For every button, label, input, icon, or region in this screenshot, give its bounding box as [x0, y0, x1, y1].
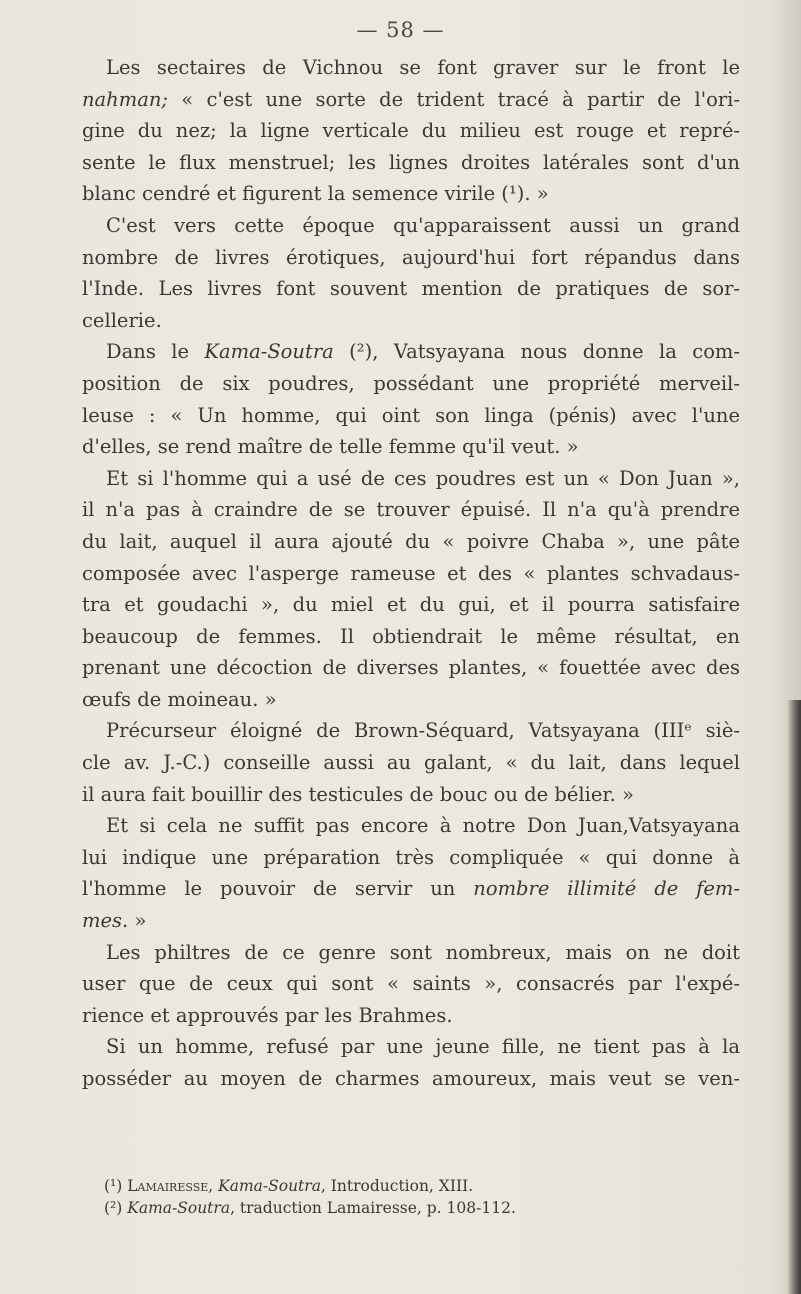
footnote [104, 1197, 740, 1219]
text-run: leuse : « Un homme, qui oint son linga (pénis) avec l'une [82, 403, 740, 427]
italic-text: Kama-Soutra [204, 340, 334, 364]
text-run: Les philtres de ce genre sont nombreux, mais on ne doit [106, 940, 740, 964]
text-line [82, 431, 740, 463]
text-line [82, 905, 740, 937]
text-line [82, 747, 740, 779]
text-line [82, 558, 740, 590]
text-run: , traduction Lamairesse, p. 108-112. [230, 1199, 516, 1217]
text-line [82, 400, 740, 432]
text-run: cellerie. [82, 308, 162, 332]
text-line [82, 147, 740, 179]
text-run: l'Inde. Les livres font souvent mention de pratiques de sor- [82, 277, 740, 301]
text-line [82, 968, 740, 1000]
text-run: lui indique une préparation très compliquée « qui donne à [82, 845, 740, 869]
italic-text: nombre illimité de fem- [473, 877, 740, 901]
text-line [82, 715, 740, 747]
text-line [82, 526, 740, 558]
text-line [82, 494, 740, 526]
text-run: C'est vers cette époque qu'apparaissent aussi un grand [106, 213, 740, 237]
text-run: prenant une décoction de diverses plantes, « fouettée avec des [82, 656, 740, 680]
text-run: « c'est une sorte de trident tracé à partir de l'ori- [168, 87, 740, 111]
italic-text: nahman; [82, 87, 168, 111]
text-run: gine du nez; la ligne verticale du milieu est rouge et repré- [82, 119, 740, 143]
text-run: l'homme le pouvoir de servir un [82, 877, 474, 901]
text-run: Si un homme, refusé par une jeune fille, ne tient pas à la [106, 1035, 740, 1059]
text-run: beaucoup de femmes. Il obtiendrait le même résultat, en [82, 624, 740, 648]
text-run: œufs de moineau. » [82, 687, 277, 711]
text-run: cle av. J.-C.) conseille aussi au galant, « du lait, dans lequel [82, 751, 740, 775]
text-run: posséder au moyen de charmes amoureux, mais veut se ven- [82, 1067, 740, 1090]
text-run: Les sectaires de Vichnou se font graver sur le front le [106, 56, 740, 79]
text-run: nombre de livres érotiques, aujourd'hui fort répandus dans [82, 245, 740, 269]
italic-text: Kama-Soutra [127, 1199, 231, 1217]
text-run: blanc cendré et figurent la semence virile (¹). » [82, 182, 549, 206]
text-run: d'elles, se rend maître de telle femme qu'il veut. » [82, 435, 579, 459]
text-line [82, 589, 740, 621]
text-run: Et si l'homme qui a usé de ces poudres est un « Don Juan », [106, 466, 740, 490]
text-line [82, 779, 740, 811]
text-line [82, 52, 740, 84]
text-line [82, 84, 740, 116]
text-run: (²), Vatsyayana nous donne la com- [333, 340, 741, 364]
small-caps-text: Lamairesse [127, 1177, 209, 1195]
text-line [82, 684, 740, 716]
text-run: il n'a pas à craindre de se trouver épuisé. Il n'a qu'à prendre [82, 498, 740, 522]
text-line [82, 368, 740, 400]
text-run: du lait, auquel il aura ajouté du « poivre Chaba », une pâte [82, 529, 740, 553]
text-line [82, 336, 740, 368]
text-line [82, 842, 740, 874]
text-run: (¹) [104, 1177, 128, 1195]
text-run: sente le flux menstruel; les lignes droites latérales sont d'un [82, 150, 740, 174]
text-run: (²) [104, 1199, 128, 1217]
text-run: Précurseur éloigné de Brown-Séquard, Vatsyayana (IIIᵉ siè- [106, 719, 740, 743]
page-number: — 58 — [356, 18, 445, 42]
text-line [82, 652, 740, 684]
text-line [82, 1063, 740, 1095]
footnote [104, 1175, 740, 1197]
text-run: user que de ceux qui sont « saints », consacrés par l'expé- [82, 972, 740, 996]
text-run: , [208, 1177, 219, 1195]
text-line [82, 873, 740, 905]
text-line [82, 305, 740, 337]
text-run: composée avec l'asperge rameuse et des « plantes schvadaus- [82, 561, 740, 585]
text-line [82, 210, 740, 242]
text-line [82, 937, 740, 969]
text-line [82, 242, 740, 274]
text-run: position de six poudres, possédant une propriété merveil- [82, 371, 740, 395]
text-run: il aura fait bouillir des testicules de bouc ou de bélier. » [82, 782, 634, 806]
text-run: » [128, 909, 147, 933]
text-line [82, 273, 740, 305]
text-line [82, 115, 740, 147]
text-run: Et si cela ne suffit pas encore à notre Don Juan,Vatsyayana [106, 814, 740, 838]
text-run: Dans le [106, 340, 205, 364]
page-edge-shadow [787, 700, 801, 1294]
text-line [82, 1031, 740, 1063]
footnotes [104, 1175, 740, 1219]
body-text [82, 52, 740, 1095]
text-line [82, 621, 740, 653]
italic-text: mes. [82, 909, 129, 933]
text-run: , Introduction, XIII. [320, 1177, 474, 1195]
text-line [82, 463, 740, 495]
italic-text: Kama-Soutra [218, 1177, 321, 1195]
text-line [82, 178, 740, 210]
text-run: rience et approuvés par les Brahmes. [82, 1003, 453, 1027]
text-run: tra et goudachi », du miel et du gui, et il pourra satisfaire [82, 593, 740, 617]
text-line [82, 1000, 740, 1032]
text-line [82, 810, 740, 842]
